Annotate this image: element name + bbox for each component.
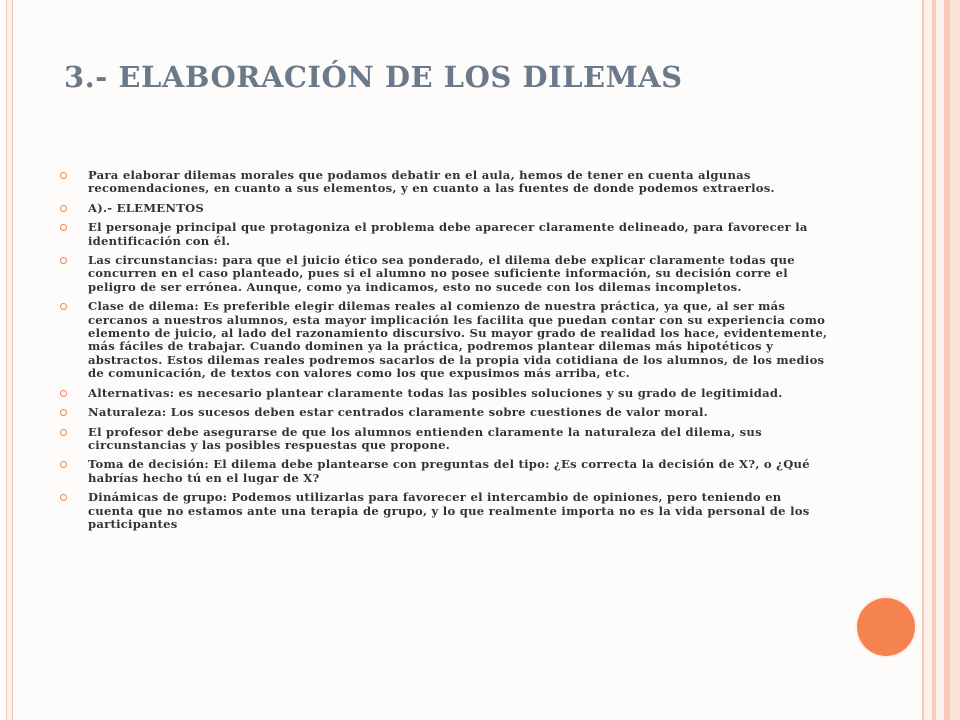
list-item (60, 221, 828, 248)
right-decorative-stripes (920, 0, 960, 720)
list-item (60, 169, 828, 196)
bullet-text: El personaje principal que protagoniza el problema debe aparecer claramente delineado, para favorecer la identificación con él. (88, 220, 808, 248)
list-item (60, 387, 828, 400)
bullet-circle-icon (60, 429, 67, 436)
bullet-circle-icon (60, 224, 67, 231)
list-item (60, 300, 828, 380)
bullet-circle-icon (60, 409, 67, 416)
bullet-list (60, 169, 828, 537)
left-frame-border (6, 0, 13, 720)
list-item (60, 426, 828, 453)
slide-title: 3.- ELABORACIÓN DE LOS DILEMAS (64, 60, 683, 94)
bullet-circle-icon (60, 303, 67, 310)
bullet-text: Para elaborar dilemas morales que podamos debatir en el aula, hemos de tener en cuenta algunas recomendaciones, en cuanto a sus elementos, y en cuanto a las fuentes de donde podemos extraerlos. (88, 168, 775, 196)
bullet-text: A).- ELEMENTOS (88, 200, 205, 215)
bullet-circle-icon (60, 461, 67, 468)
bullet-circle-icon (60, 390, 67, 397)
bullet-circle-icon (60, 257, 67, 264)
bullet-text: Alternativas: es necesario plantear claramente todas las posibles soluciones y su grado de legitimidad. (88, 385, 783, 400)
bullet-text: Naturaleza: Los sucesos deben estar centrados claramente sobre cuestiones de valor moral. (88, 405, 708, 420)
bullet-text: Toma de decisión: El dilema debe plantearse con preguntas del tipo: ¿Es correcta la decisión de X?, o ¿Qué habrías hecho tú en el lugar de X? (88, 457, 810, 485)
bullet-text: El profesor debe asegurarse de que los alumnos entienden claramente la naturaleza del dilema, sus circunstancias y las posibles respuestas que propone. (88, 424, 762, 452)
list-item (60, 406, 828, 419)
list-item (60, 491, 828, 531)
bullet-text: Clase de dilema: Es preferible elegir dilemas reales al comienzo de nuestra práctica, ya que, al ser más cercanos a nuestros alumnos, esta mayor implicación les facilita que puedan contar con su experiencia como elemento de juicio, al lado del razonamiento discursivo. Su mayor grado de realidad los hace, evidentemente, más fáciles de trabajar. Cuando dominen ya la práctica, podremos plantear dilemas más hipotéticos y abstractos. Estos dilemas reales podremos sacarlos de la propia vida cotidiana de los alumnos, de los medios de comunicación, de textos con valores como los que expusimos más arriba, etc. (88, 299, 828, 381)
bullet-circle-icon (60, 205, 67, 212)
bullet-text: Dinámicas de grupo: Podemos utilizarlas para favorecer el intercambio de opiniones, pero teniendo en cuenta que no estamos ante una terapia de grupo, y lo que realmente importa no es la vida personal de los participantes (88, 490, 810, 531)
bullet-text: Las circunstancias: para que el juicio ético sea ponderado, el dilema debe explicar claramente todas que concurren en el caso planteado, pues si el alumno no posee suficiente información, su decisión corre el peligro de ser errónea. Aunque, como ya indicamos, esto no sucede con los dilemas incompletos. (88, 253, 795, 294)
list-item (60, 458, 828, 485)
list-item (60, 202, 828, 215)
orange-circle-decoration (857, 598, 915, 656)
bullet-circle-icon (60, 172, 67, 179)
list-item (60, 254, 828, 294)
bullet-circle-icon (60, 494, 67, 501)
